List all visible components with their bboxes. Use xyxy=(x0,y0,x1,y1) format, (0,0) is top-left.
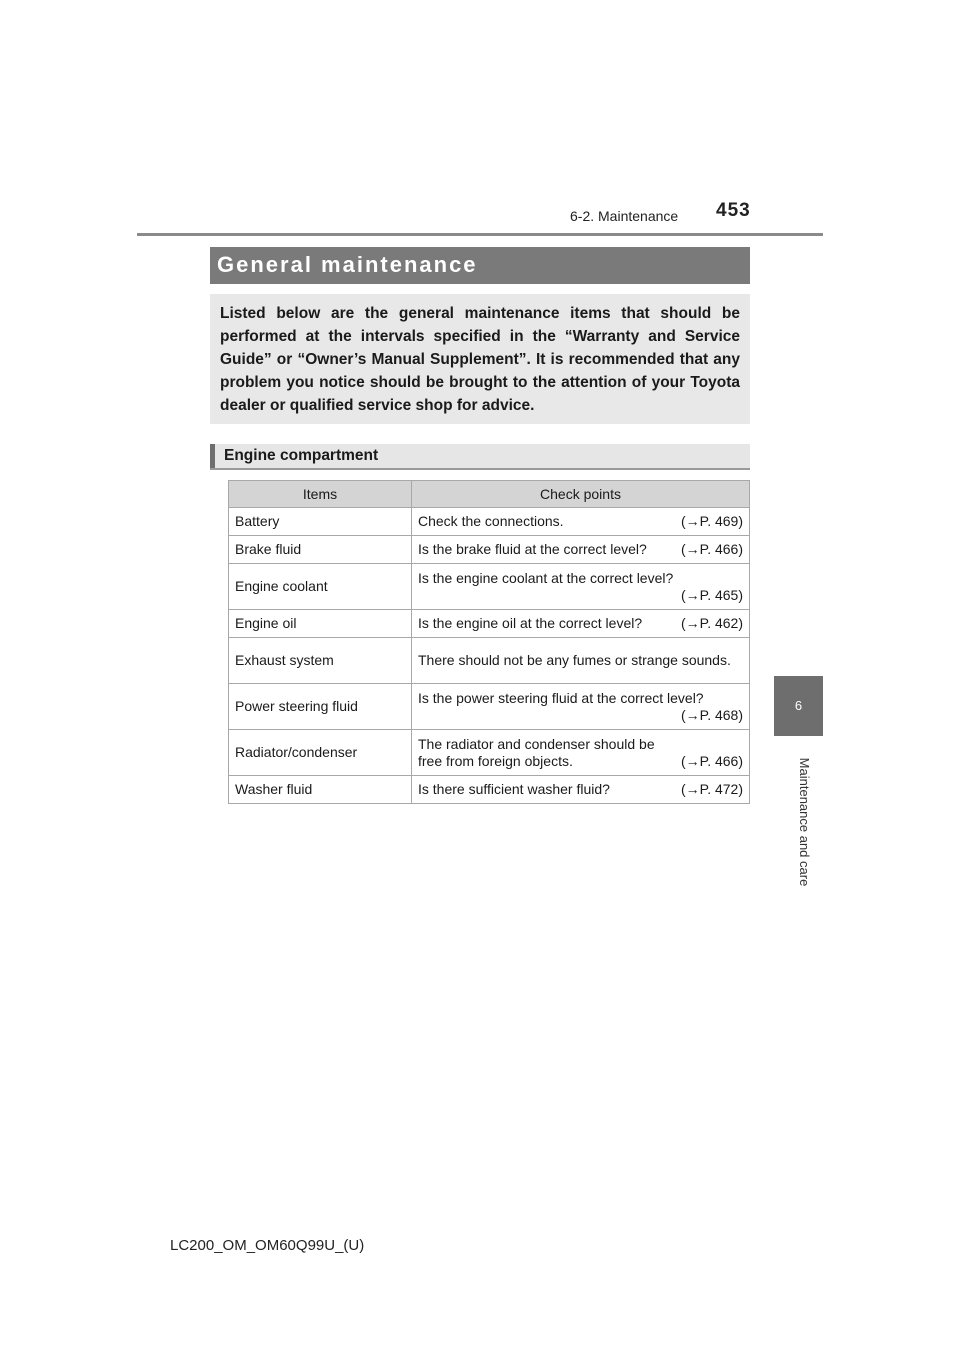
chapter-tab[interactable]: 6 xyxy=(774,676,823,736)
page-reference-link[interactable]: (→P. 466) xyxy=(681,541,743,557)
maintenance-table xyxy=(228,480,750,804)
table-row xyxy=(229,564,750,610)
column-header-items: Items xyxy=(229,481,412,508)
table-row xyxy=(229,508,750,536)
document-code: LC200_OM_OM60Q99U_(U) xyxy=(170,1237,365,1254)
page-reference-link[interactable]: (→P. 468) xyxy=(681,706,743,723)
table-row xyxy=(229,776,750,804)
table-row xyxy=(229,536,750,564)
chapter-title: Maintenance and care xyxy=(797,757,812,887)
check-text: There should not be any fumes or strange sounds. xyxy=(418,652,731,668)
section-title-bar xyxy=(210,247,750,284)
page-reference-link[interactable]: (→P. 472) xyxy=(681,781,743,797)
check-cell xyxy=(412,684,750,730)
subheading-bar xyxy=(210,444,750,470)
check-cell xyxy=(412,564,750,610)
page-number: 453 xyxy=(716,200,751,221)
item-cell: Radiator/condenser xyxy=(229,730,412,776)
intro-text: Listed below are the general maintenance items that should be performed at the intervals specified in the “Warranty and Service Guide” or “Owner’s Manual Supplement”. It is recommended that any problem you notice should be brought to the attention of your Toyota dealer or qualified service shop for advice. xyxy=(220,305,740,414)
check-cell xyxy=(412,638,750,684)
page-title: General maintenance xyxy=(217,252,478,277)
table-row xyxy=(229,684,750,730)
page-reference-link[interactable]: (→P. 466) xyxy=(681,752,743,769)
check-text: Is the engine coolant at the correct level? xyxy=(418,569,674,586)
table-row xyxy=(229,610,750,638)
check-text: Check the connections. xyxy=(418,513,564,529)
check-text: The radiator and condenser should be free from foreign objects. xyxy=(418,735,655,769)
check-cell xyxy=(412,730,750,776)
table-row xyxy=(229,638,750,684)
intro-box xyxy=(210,294,750,424)
item-cell: Engine oil xyxy=(229,610,412,638)
page-reference-link[interactable]: (→P. 469) xyxy=(681,513,743,529)
subheading-title: Engine compartment xyxy=(224,447,379,464)
item-cell: Power steering fluid xyxy=(229,684,412,730)
page-reference-link[interactable]: (→P. 465) xyxy=(681,586,743,603)
header-divider xyxy=(137,233,823,236)
table-header-row xyxy=(229,481,750,508)
page-reference-link[interactable]: (→P. 462) xyxy=(681,615,743,631)
check-cell xyxy=(412,610,750,638)
check-cell xyxy=(412,536,750,564)
column-header-check-points: Check points xyxy=(412,481,750,508)
check-cell xyxy=(412,776,750,804)
item-cell: Brake fluid xyxy=(229,536,412,564)
check-text: Is the power steering fluid at the correct level? xyxy=(418,689,704,706)
check-cell xyxy=(412,508,750,536)
item-cell: Engine coolant xyxy=(229,564,412,610)
check-text: Is there sufficient washer fluid? xyxy=(418,781,610,797)
check-text: Is the brake fluid at the correct level? xyxy=(418,541,647,557)
item-cell: Battery xyxy=(229,508,412,536)
check-text: Is the engine oil at the correct level? xyxy=(418,615,643,631)
table-row xyxy=(229,730,750,776)
header-section: 6-2. Maintenance xyxy=(570,208,679,224)
item-cell: Washer fluid xyxy=(229,776,412,804)
item-cell: Exhaust system xyxy=(229,638,412,684)
